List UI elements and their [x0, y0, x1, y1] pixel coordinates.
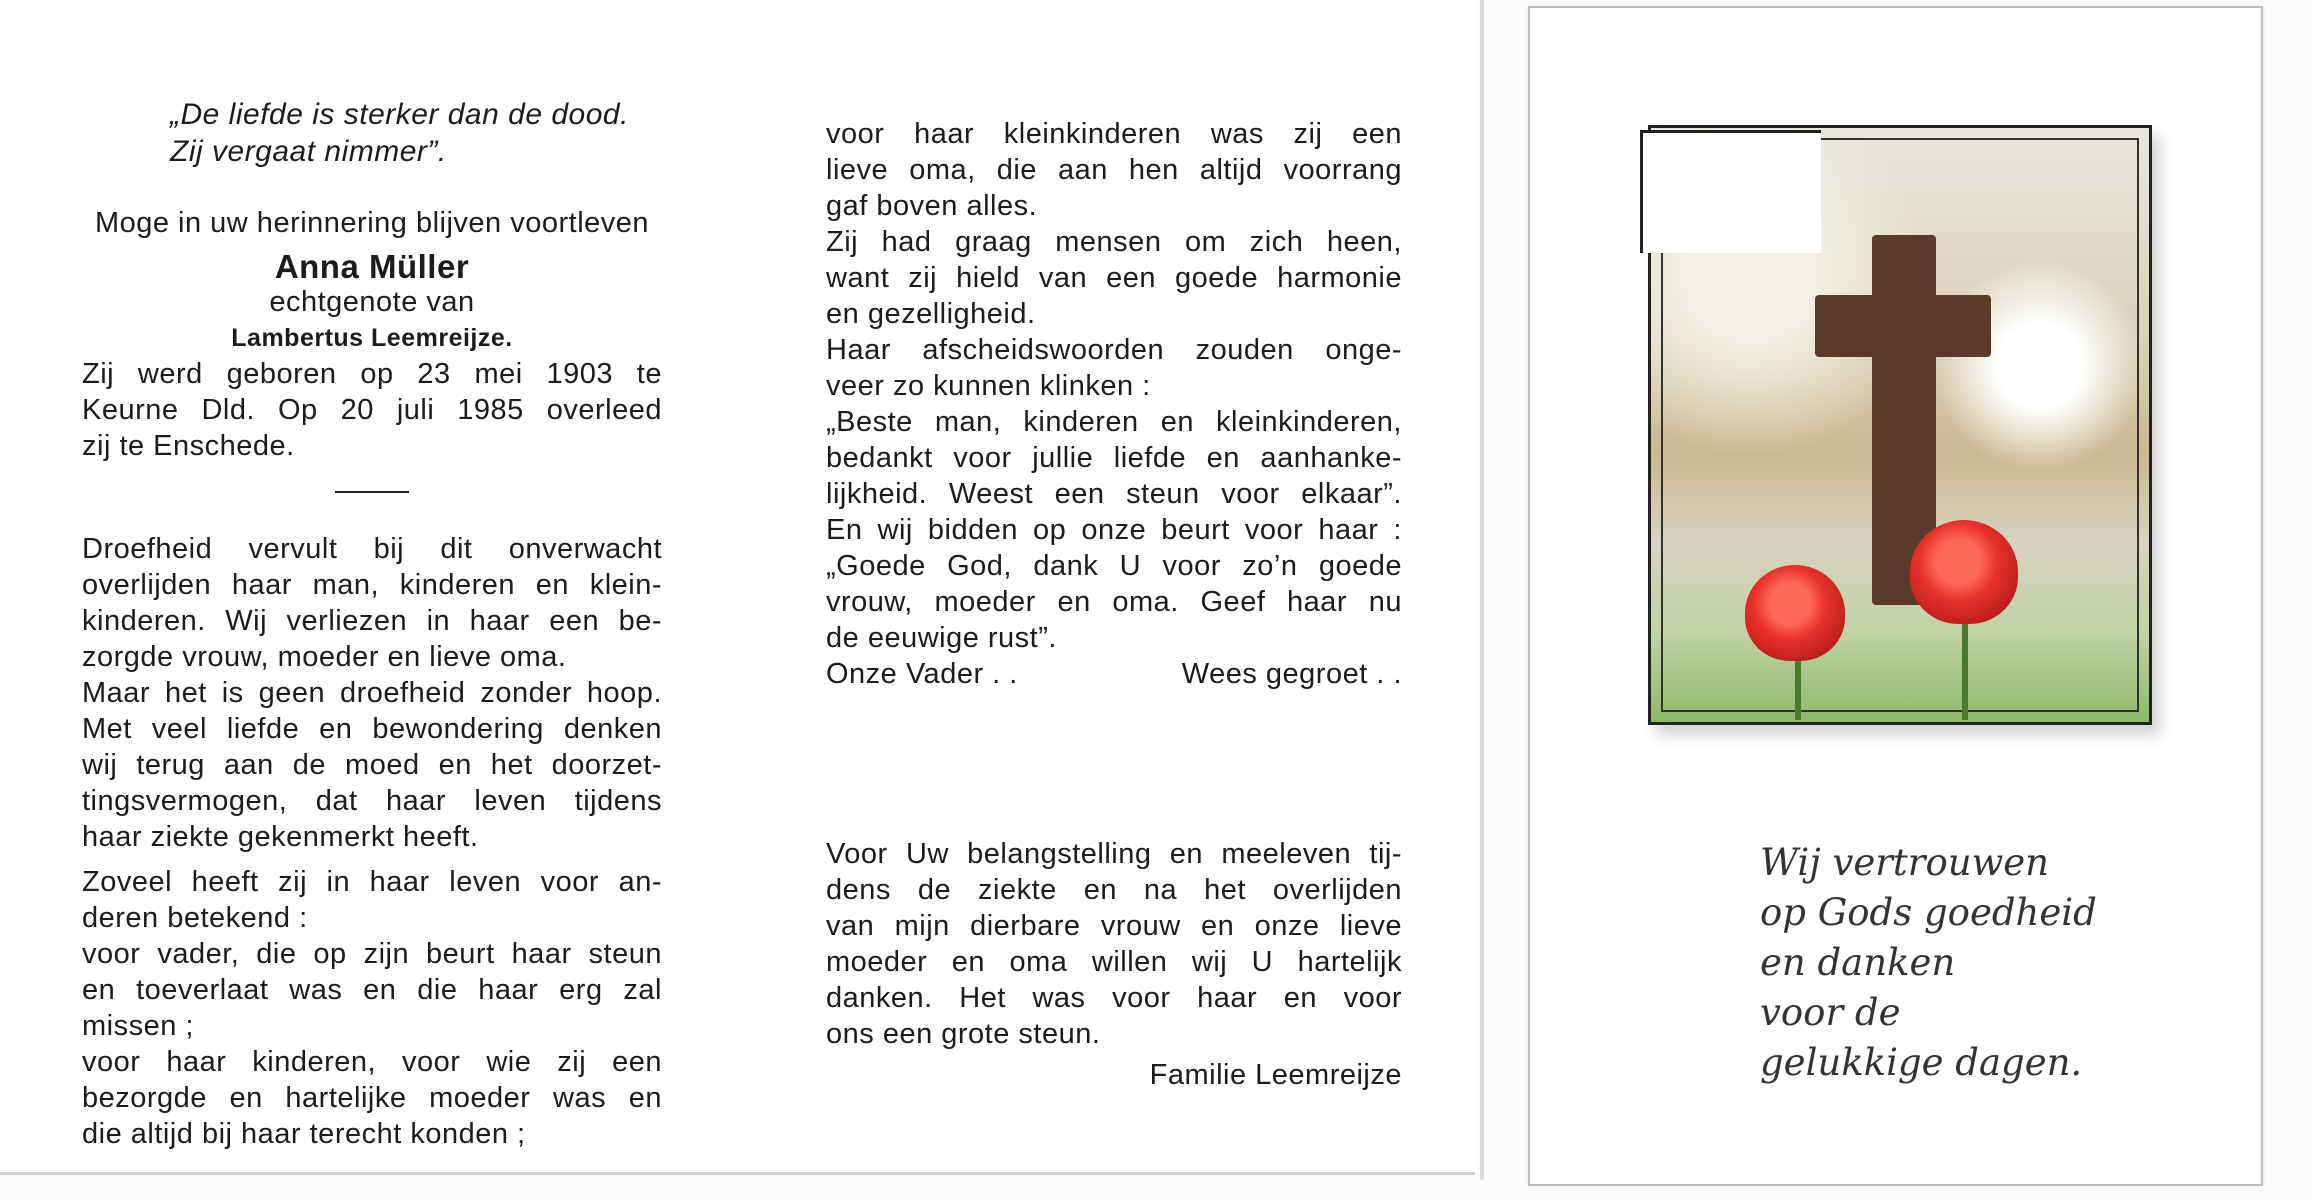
- opening-quote-line-1: „De liefde is sterker dan de dood.: [170, 98, 629, 131]
- section-rule: [335, 491, 409, 493]
- opening-quote-line-2: Zij vergaat nimmer”.: [170, 135, 447, 168]
- red-rose-icon: [1910, 520, 2018, 624]
- text-line: voor haar kinderen, voor wie zij een: [82, 1046, 662, 1078]
- text-line: gaf boven alles.: [826, 190, 1038, 222]
- text-line: Voor Uw belangstelling en meeleven tij-: [826, 838, 1402, 870]
- text-line: van mijn dierbare vrouw en onze lieve: [826, 910, 1402, 942]
- text-line: veer zo kunnen klinken :: [826, 370, 1151, 402]
- text-line: Maar het is geen droefheid zonder hoop.: [82, 677, 662, 709]
- text-line: Droefheid vervult bij dit onverwacht: [82, 533, 662, 565]
- text-line: vrouw, moeder en oma. Geef haar nu: [826, 586, 1402, 618]
- text-line: zorgde vrouw, moeder en lieve oma.: [82, 641, 567, 673]
- verse-line: Wij vertrouwen: [1760, 841, 2049, 884]
- text-line: wij terug aan de moed en het doorzet-: [82, 749, 662, 781]
- card-fold-divider: [1480, 0, 1484, 1180]
- birth-death-line: Keurne Dld. Op 20 juli 1985 overleed: [82, 394, 662, 426]
- text-line: voor haar kleinkinderen was zij een: [826, 118, 1402, 150]
- text-line: de eeuwige rust”.: [826, 622, 1057, 654]
- text-line: „Beste man, kinderen en kleinkinderen,: [826, 406, 1402, 438]
- spouse-relation: echtgenote van: [269, 286, 475, 318]
- birth-death-line: zij te Enschede.: [82, 430, 295, 462]
- text-line: die altijd bij haar terecht konden ;: [82, 1118, 526, 1150]
- text-line: En wij bidden op onze beurt voor haar :: [826, 514, 1402, 546]
- text-line: want zij hield van een goede harmonie: [826, 262, 1402, 294]
- text-line: missen ;: [82, 1010, 194, 1042]
- text-line: ons een grote steun.: [826, 1018, 1101, 1050]
- verse-line: gelukkige dagen.: [1760, 1041, 2083, 1084]
- text-line: tingsvermogen, dat haar leven tijdens: [82, 785, 662, 817]
- text-line: kinderen. Wij verliezen in haar een be-: [82, 605, 662, 637]
- deceased-name: Anna Müller: [274, 248, 470, 285]
- text-line: bedankt voor jullie liefde en aanhanke-: [826, 442, 1402, 474]
- text-line: voor vader, die op zijn beurt haar steun: [82, 938, 662, 970]
- text-line: Zoveel heeft zij in haar leven voor an-: [82, 866, 662, 898]
- text-line: en gezelligheid.: [826, 298, 1036, 330]
- text-line: Zij had graag mensen om zich heen,: [826, 226, 1402, 258]
- rose-stem: [1962, 615, 1968, 720]
- verse-line: voor de: [1760, 991, 1901, 1034]
- text-line: lieve oma, die aan hen altijd voorrang: [826, 154, 1402, 186]
- left-text-column: [82, 98, 662, 1154]
- middle-text-column: [826, 118, 1402, 691]
- text-line: overlijden haar man, kinderen en klein-: [82, 569, 662, 601]
- remembrance-intro: Moge in uw herinnering blijven voortleven: [94, 207, 650, 239]
- text-line: dens de ziekte en na het overlijden: [826, 874, 1402, 906]
- thanks-paragraph: [826, 838, 1402, 1095]
- spouse-name: Lambertus Leemreijze.: [231, 324, 513, 352]
- verse-line: en danken: [1760, 941, 1956, 984]
- photo-corner-notch: [1640, 130, 1821, 253]
- birth-death-line: Zij werd geboren op 23 mei 1903 te: [82, 358, 662, 390]
- text-line: lijkheid. Weest een steun voor elkaar”.: [826, 478, 1402, 510]
- closing-verse: [1760, 838, 2200, 1088]
- verse-line: op Gods goedheid: [1760, 891, 2097, 934]
- text-line: en toeverlaat was en die haar erg zal: [82, 974, 662, 1006]
- prayer-line: [826, 658, 1402, 691]
- red-rose-icon: [1745, 565, 1845, 661]
- text-line: moeder en oma willen wij U hartelijk: [826, 946, 1402, 978]
- text-line: Met veel liefde en bewondering denken: [82, 713, 662, 745]
- text-line: deren betekend :: [82, 902, 308, 934]
- text-line: haar ziekte gekenmerkt heeft.: [82, 821, 479, 853]
- text-line: „Goede God, dank U voor zo’n goede: [826, 550, 1402, 582]
- family-signature: Familie Leemreijze: [1149, 1059, 1402, 1091]
- prayer-onze-vader: Onze Vader . .: [826, 658, 1018, 690]
- text-line: danken. Het was voor haar en voor: [826, 982, 1402, 1014]
- prayer-wees-gegroet: Wees gegroet . .: [1181, 658, 1402, 690]
- text-line: bezorgde en hartelijke moeder was en: [82, 1082, 662, 1114]
- text-line: Haar afscheidswoorden zouden onge-: [826, 334, 1402, 366]
